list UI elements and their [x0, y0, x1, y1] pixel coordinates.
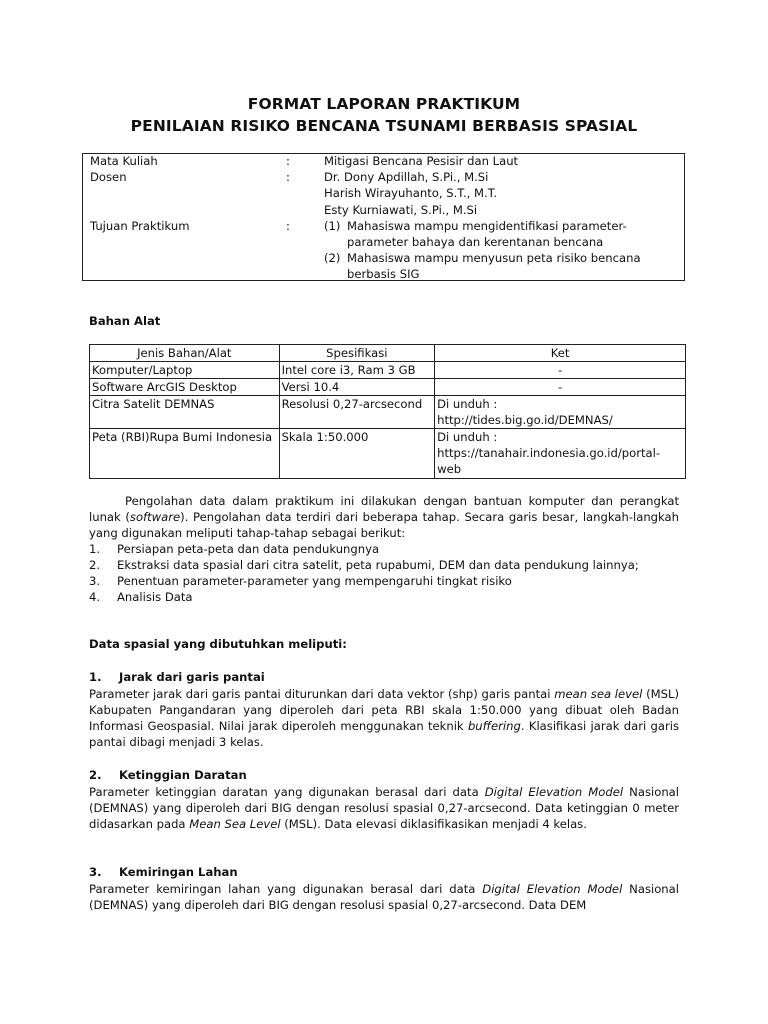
bahan-alat-heading: Bahan Alat	[89, 314, 161, 328]
colon: :	[286, 154, 290, 168]
section-number: 3.	[89, 865, 102, 879]
steps-list	[89, 541, 639, 605]
table-header-row	[90, 345, 686, 362]
section-title: Kemiringan Lahan	[119, 865, 238, 879]
text-run: ). Pengolahan data terdiri dari beberapa tahap. Secara garis besar, langkah-langkah yang digunakan meliputi tahap-tahap sebagai berikut:	[89, 510, 679, 540]
list-text: Ekstraksi data spasial dari citra satelit, peta rupabumi, DEM dan data pendukung lainnya;	[117, 558, 639, 572]
table-row	[90, 362, 686, 379]
list-item	[89, 557, 639, 573]
table-cell: Citra Satelit DEMNAS	[90, 396, 280, 429]
mata-kuliah-value: Mitigasi Bencana Pesisir dan Laut	[324, 154, 519, 168]
table-row	[90, 396, 686, 429]
dosen-name: Esty Kurniawati, S.Pi., M.Si	[324, 203, 478, 217]
table-cell: Peta (RBI)Rupa Bumi Indonesia	[90, 429, 280, 479]
ket-line: Di unduh :	[437, 430, 498, 444]
tujuan-text: Mahasiswa mampu mengidentifikasi parameter-	[347, 219, 627, 233]
table-cell: Intel core i3, Ram 3 GB	[279, 362, 435, 379]
download-link[interactable]: https://tanahair.indonesia.go.id/portal-web	[437, 446, 661, 476]
tujuan-text: berbasis SIG	[347, 267, 420, 281]
italic-term: Mean Sea Level	[189, 817, 281, 831]
table-row	[90, 429, 686, 479]
materials-table	[89, 344, 686, 479]
list-item	[89, 541, 639, 557]
section-title: Jarak dari garis pantai	[119, 670, 265, 684]
italic-term: mean sea level	[554, 687, 643, 701]
section-heading	[89, 768, 247, 782]
text-run: Pengolahan data dalam praktikum ini dilakukan dengan bantuan komputer dan perangkat lunak (	[89, 494, 679, 524]
text-run: Parameter jarak dari garis pantai diturunkan dari data vektor (shp) garis pantai	[89, 687, 555, 701]
document-title: FORMAT LAPORAN PRAKTIKUM	[247, 95, 521, 113]
table-cell: -	[435, 379, 686, 396]
section-paragraph	[89, 784, 679, 832]
list-text: Penentuan parameter-parameter yang mempengaruhi tingkat risiko	[117, 574, 512, 588]
column-header: Ket	[435, 345, 686, 362]
table-cell: Software ArcGIS Desktop	[90, 379, 280, 396]
text-run: (MSL) Kabupaten Pangandaran yang diperoleh dari peta RBI skala 1:50.000 yang dibuat oleh Badan Informasi Geospasial. Nilai jarak diperoleh menggunakan teknik	[89, 687, 679, 733]
section-paragraph	[89, 881, 679, 913]
list-number: 3.	[89, 574, 101, 588]
italic-term: Digital Elevation Model	[484, 785, 624, 799]
section-number: 1.	[89, 670, 102, 684]
colon: :	[286, 170, 290, 184]
italic-term: software	[129, 510, 181, 524]
table-cell	[435, 396, 686, 429]
table-cell: Resolusi 0,27-arcsecond	[279, 396, 435, 429]
section-paragraph	[89, 686, 679, 750]
dosen-label: Dosen	[90, 170, 127, 184]
table-row	[90, 379, 686, 396]
mata-kuliah-label: Mata Kuliah	[90, 154, 158, 168]
download-link[interactable]: http://tides.big.go.id/DEMNAS/	[437, 413, 613, 427]
table-cell: -	[435, 362, 686, 379]
tujuan-number: (2)	[324, 251, 341, 265]
list-item	[89, 589, 639, 605]
table-cell: Versi 10.4	[279, 379, 435, 396]
list-item	[89, 573, 639, 589]
course-info-box	[82, 153, 685, 281]
colon: :	[286, 219, 290, 233]
intro-paragraph	[89, 493, 679, 541]
text-run: Nasional (DEMNAS) yang diperoleh dari BIG dengan resolusi spasial 0,27-arcsecond. Data ketinggian 0 meter didasarkan pada	[89, 785, 679, 831]
tujuan-label: Tujuan Praktikum	[90, 219, 190, 233]
tujuan-number: (1)	[324, 219, 341, 233]
italic-term: Digital Elevation Model	[482, 882, 623, 896]
text-run: . Klasifikasi jarak dari garis pantai dibagi menjadi 3 kelas.	[89, 719, 679, 749]
text-run: Nasional (DEMNAS) yang diperoleh dari BIG dengan resolusi spasial 0,27-arcsecond. Data DEM	[89, 882, 679, 912]
dosen-name: Dr. Dony Apdillah, S.Pi., M.Si	[324, 170, 489, 184]
tujuan-text: parameter bahaya dan kerentanan bencana	[347, 235, 604, 249]
list-text: Analisis Data	[117, 590, 193, 604]
text-run: Parameter ketinggian daratan yang digunakan berasal dari data	[89, 785, 485, 799]
section-heading	[89, 670, 265, 684]
list-number: 4.	[89, 590, 101, 604]
dosen-name: Harish Wirayuhanto, S.T., M.T.	[324, 186, 498, 200]
table-cell: Skala 1:50.000	[279, 429, 435, 479]
text-run: Parameter kemiringan lahan yang digunakan berasal dari data	[89, 882, 483, 896]
italic-term: buffering	[467, 719, 521, 733]
tujuan-text: Mahasiswa mampu menyusun peta risiko bencana	[347, 251, 641, 265]
table-cell	[435, 429, 686, 479]
text-run: (MSL). Data elevasi diklasifikasikan menjadi 4 kelas.	[280, 817, 587, 831]
document-subtitle: PENILAIAN RISIKO BENCANA TSUNAMI BERBASIS SPASIAL	[130, 117, 638, 135]
section-heading	[89, 865, 238, 879]
list-number: 2.	[89, 558, 101, 572]
section-title: Ketinggian Daratan	[119, 768, 247, 782]
data-spasial-heading: Data spasial yang dibutuhkan meliputi:	[89, 637, 347, 651]
table-cell: Komputer/Laptop	[90, 362, 280, 379]
column-header: Jenis Bahan/Alat	[90, 345, 280, 362]
column-header: Spesifikasi	[279, 345, 435, 362]
ket-line: Di unduh :	[437, 397, 498, 411]
list-number: 1.	[89, 542, 101, 556]
list-text: Persiapan peta-peta dan data pendukungnya	[117, 542, 380, 556]
section-number: 2.	[89, 768, 102, 782]
